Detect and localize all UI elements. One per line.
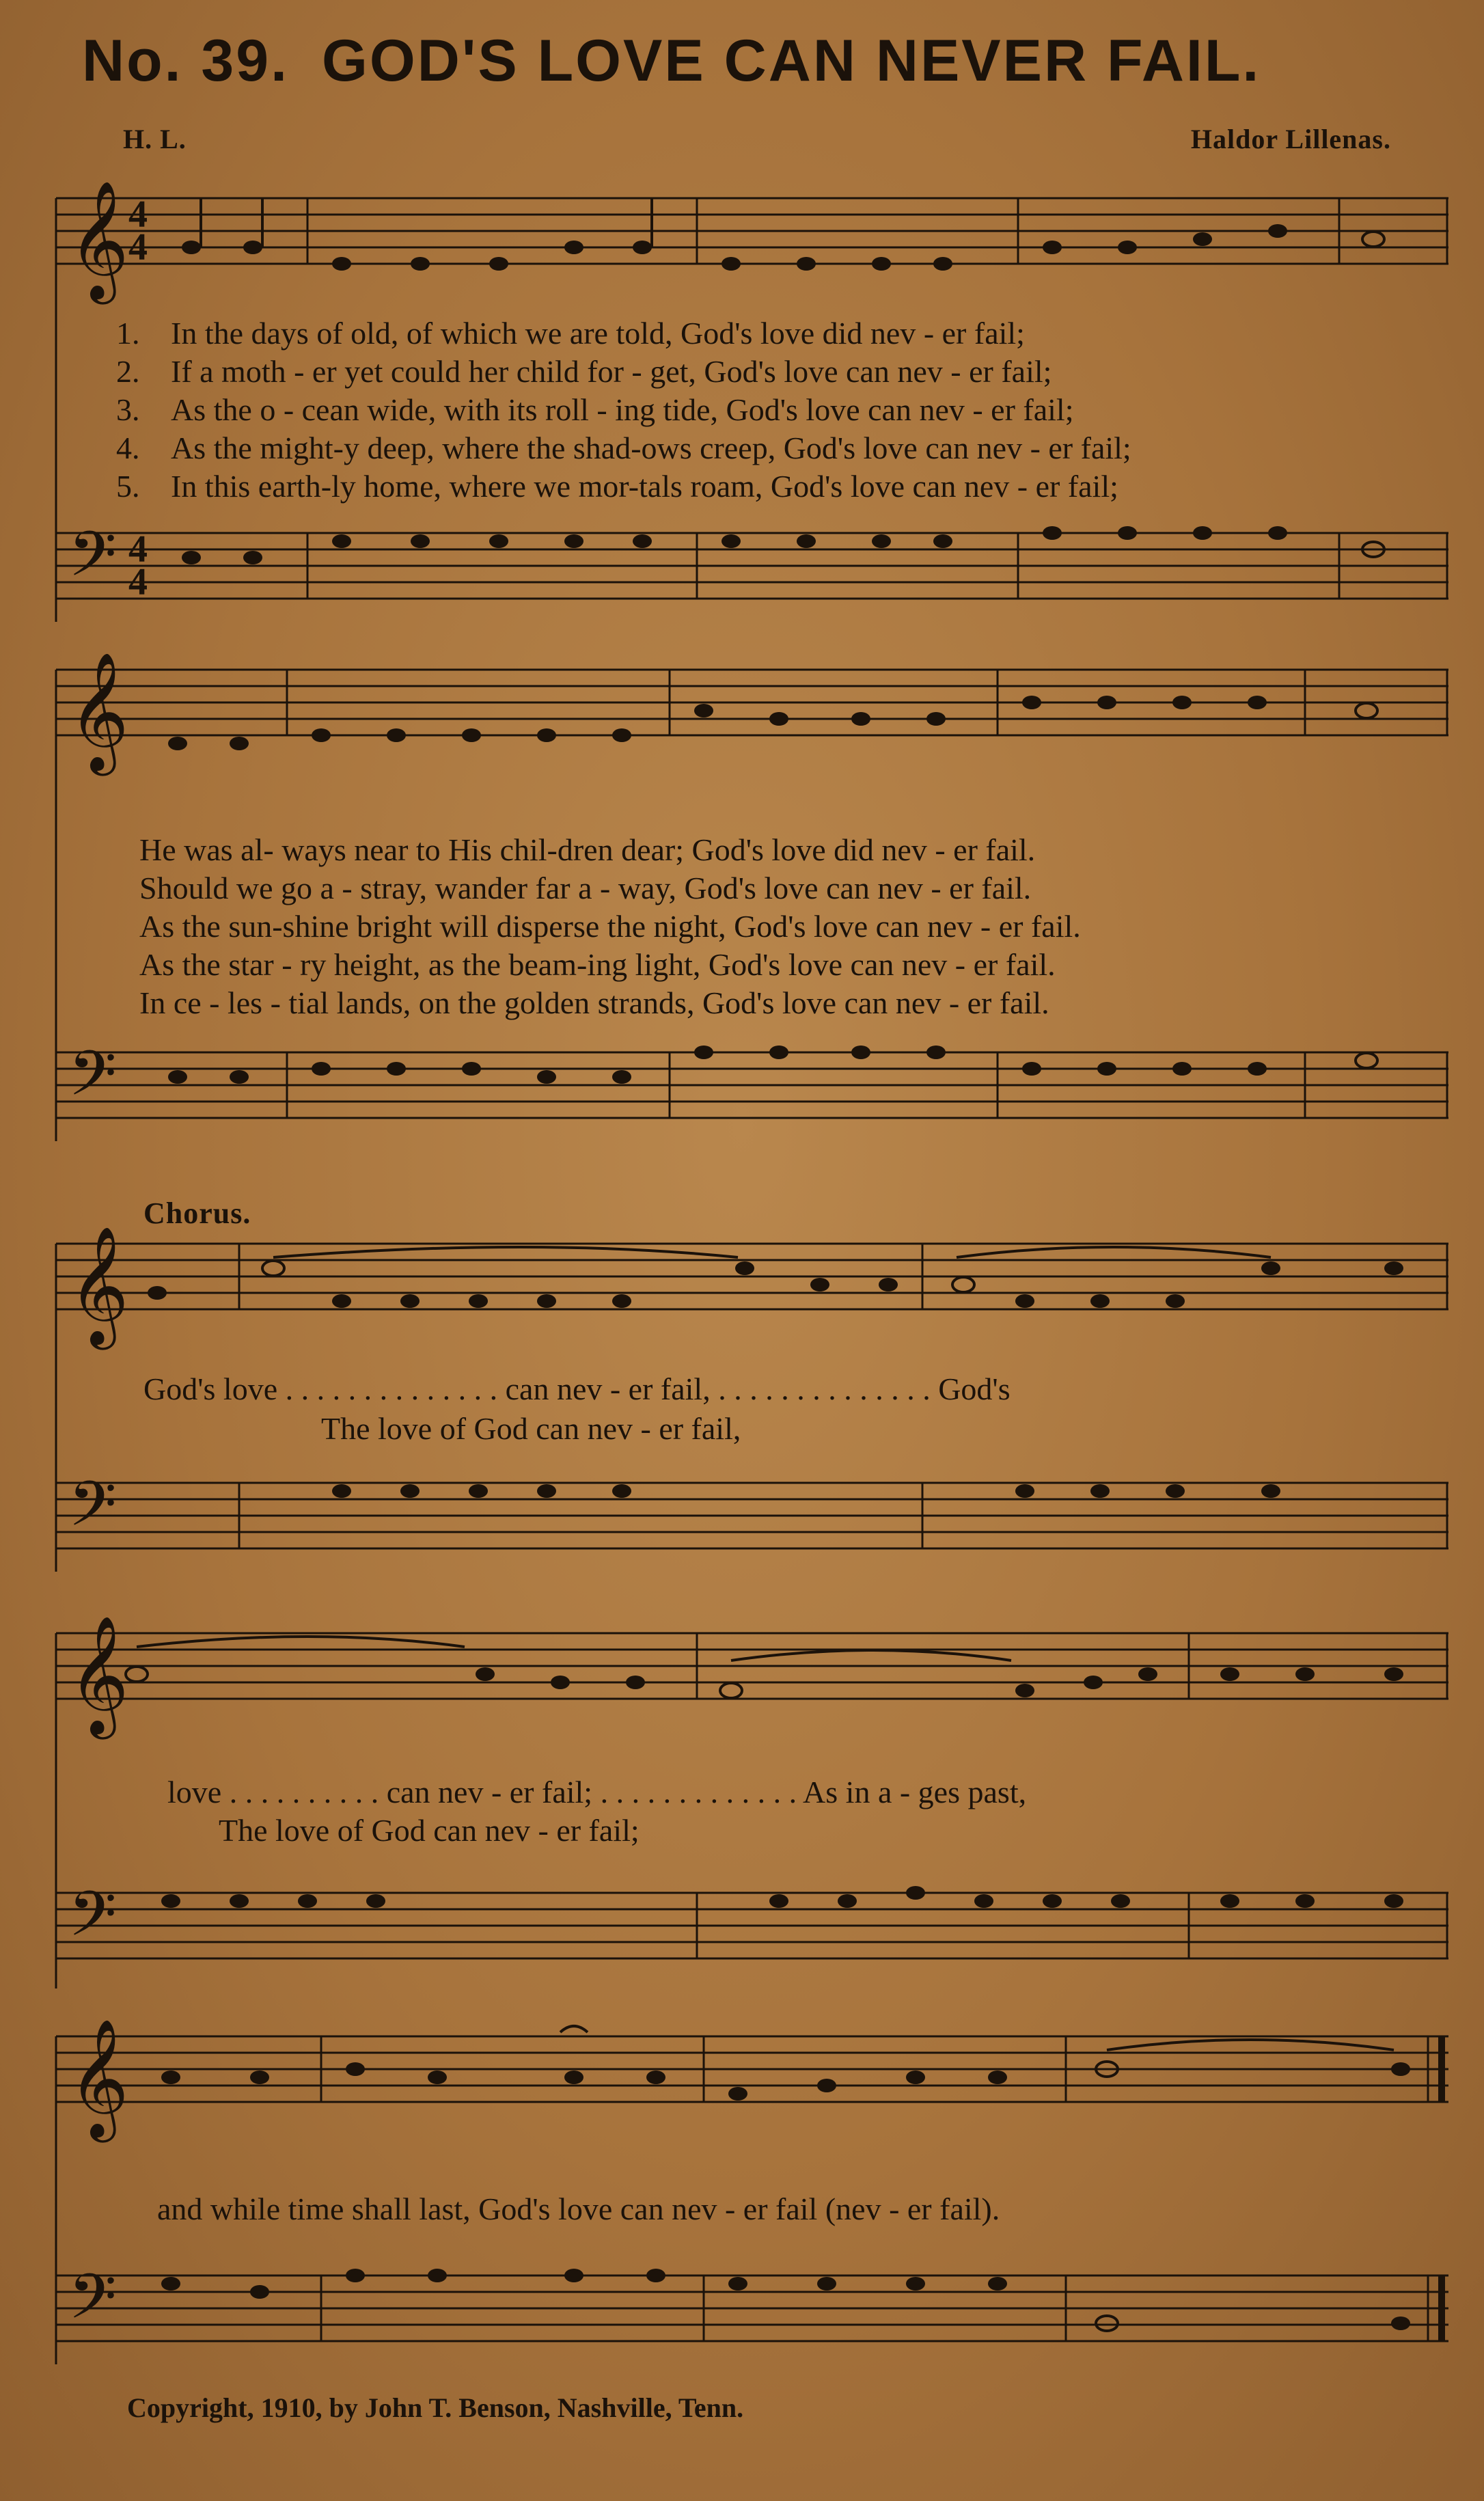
bass-notes: [182, 526, 1384, 564]
verse-text: As the o - cean wide, with its roll - ing tide, God's love can nev - er fail;: [171, 392, 1074, 427]
verse-5-line-1: [116, 467, 1131, 506]
chorus-line-2-alto: The love of God can nev - er fail;: [219, 1813, 640, 1848]
verses-line-1: [116, 314, 1131, 506]
verse-1-line-2: He was al- ways near to His chil-dren dear; God's love did nev - er fail.: [139, 832, 1036, 867]
treble-notes: [168, 696, 1377, 750]
bass-clef-icon: 𝄢: [68, 1468, 117, 1555]
time-sig-top-bass: 4: [128, 528, 148, 571]
chorus-line-2-soprano: love . . . . . . . . . . can nev - er fail; . . . . . . . . . . . . . As in a - ges past,: [167, 1775, 1027, 1809]
words-credit: H. L.: [123, 124, 187, 154]
verse-2-line-2: Should we go a - stray, wander far a - way, God's love can nev - er fail.: [139, 871, 1032, 905]
hymn-title: GOD'S LOVE CAN NEVER FAIL.: [321, 28, 1261, 94]
tie-icon: [1107, 2040, 1394, 2050]
treble-clef-icon: 𝄞: [68, 180, 129, 299]
verse-text: As the might-y deep, where the shad-ows creep, God's love can nev - er fail;: [171, 430, 1131, 465]
bass-staff: [56, 518, 1448, 605]
tie-icon: [137, 1637, 465, 1647]
treble-clef-icon: 𝄞: [68, 652, 129, 771]
verse-3-line-2: As the sun-shine bright will disperse the night, God's love can nev - er fail.: [139, 909, 1081, 944]
chorus-line-1-soprano: God's love . . . . . . . . . . . . . . can nev - er fail, . . . . . . . . . . . . . . God's: [143, 1371, 1011, 1406]
verse-number: 2.: [116, 354, 140, 389]
bass-notes: [332, 1484, 1280, 1498]
verse-1-line-1: [116, 314, 1131, 353]
verse-number: 5.: [116, 469, 140, 504]
tie-icon: [731, 1650, 1011, 1660]
music-staff-system-4: [55, 1615, 1448, 2002]
chorus-line-1-alto: The love of God can nev - er fail,: [321, 1411, 741, 1446]
tie-icon: [957, 1247, 1271, 1257]
tie-icon: [273, 1247, 738, 1257]
bass-notes: [161, 1886, 1403, 1908]
verse-number: 3.: [116, 392, 140, 427]
chorus-line-3: and while time shall last, God's love can nev - er fail (nev - er fail).: [157, 2191, 1000, 2226]
verses-line-2: [139, 831, 1081, 1022]
treble-staff: [56, 180, 1448, 305]
verse-text: In the days of old, of which we are told, God's love did nev - er fail;: [171, 316, 1025, 351]
chorus-label: Chorus.: [143, 1197, 251, 1230]
time-sig-bottom: 4: [128, 226, 148, 269]
verse-text: In this earth-ly home, where we mor-tals roam, God's love can nev - er fail;: [171, 469, 1118, 504]
hymn-title-row: [82, 27, 1414, 95]
fermata-icon: [560, 2026, 588, 2032]
verse-3-line-1: [116, 391, 1131, 429]
music-staff-system-3: [55, 1226, 1448, 1585]
treble-notes: [182, 198, 1384, 271]
verse-4-line-1: [116, 429, 1131, 467]
treble-notes: [161, 2062, 1410, 2101]
treble-clef-icon: 𝄞: [68, 2019, 129, 2137]
music-credit: Haldor Lillenas.: [1190, 124, 1391, 154]
copyright-notice: Copyright, 1910, by John T. Benson, Nashville, Tenn.: [127, 2392, 744, 2423]
treble-notes: [148, 1261, 1403, 1308]
hymn-number: No. 39.: [82, 28, 289, 94]
time-sig-bottom-bass: 4: [128, 561, 148, 603]
bass-clef-icon: 𝄢: [68, 1037, 117, 1125]
time-sig-top: 4: [128, 193, 148, 236]
bass-clef-icon: 𝄢: [68, 518, 117, 605]
treble-clef-icon: 𝄞: [68, 1226, 129, 1345]
verse-2-line-1: [116, 353, 1131, 391]
bass-notes: [168, 1046, 1377, 1084]
treble-clef-icon: 𝄞: [68, 1615, 129, 1734]
verse-number: 4.: [116, 430, 140, 465]
verse-number: 1.: [116, 316, 140, 351]
verse-4-line-2: As the star - ry height, as the beam-ing light, God's love can nev - er fail.: [139, 947, 1056, 982]
bass-clef-icon: 𝄢: [68, 1878, 117, 1965]
verse-5-line-2: In ce - les - tial lands, on the golden strands, God's love can nev - er fail.: [139, 985, 1049, 1020]
bass-notes: [161, 2269, 1410, 2331]
bass-clef-icon: 𝄢: [68, 2260, 117, 2348]
verse-text: If a moth - er yet could her child for - get, God's love can nev - er fail;: [171, 354, 1052, 389]
